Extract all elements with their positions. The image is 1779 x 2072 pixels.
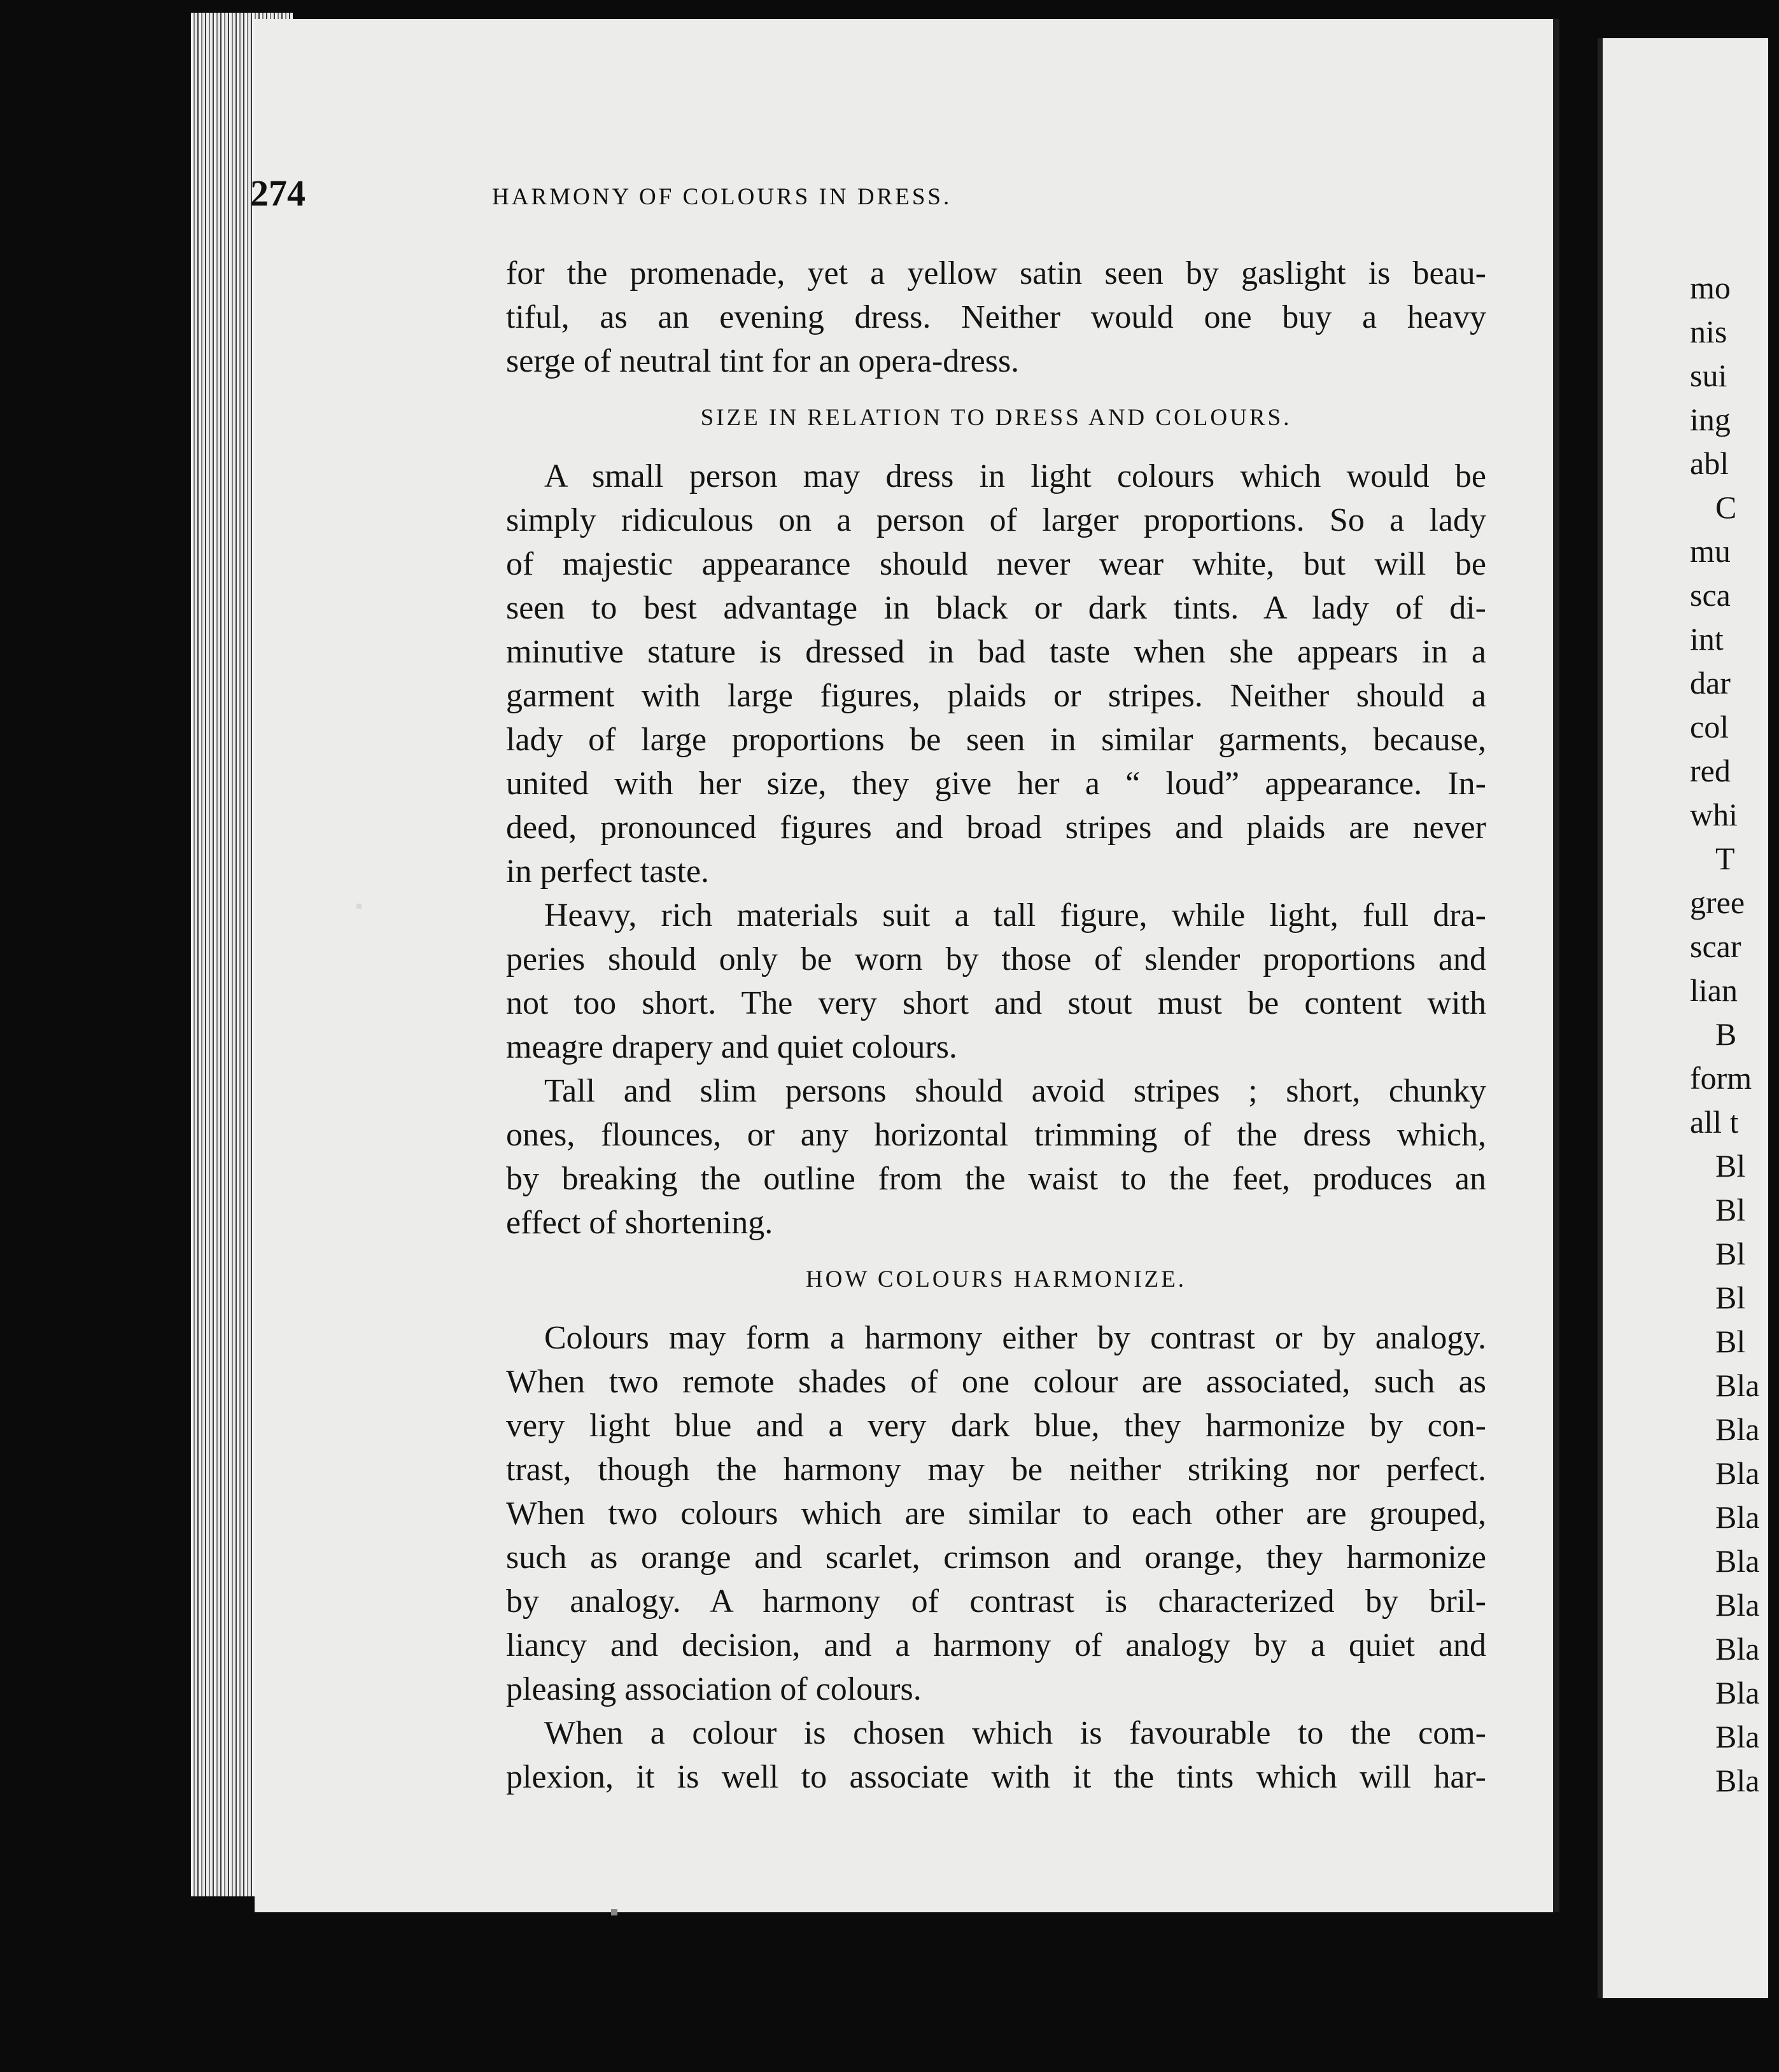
fragment-line: nis bbox=[1690, 314, 1727, 349]
fragment-line: Bl bbox=[1715, 1324, 1746, 1359]
text-line: trast, though the harmony may be neither striking nor perfect. bbox=[506, 1452, 1486, 1488]
paragraph bbox=[506, 893, 1486, 1069]
text-line: for the promenade, yet a yellow satin seen by gaslight is beau- bbox=[506, 255, 1486, 291]
paragraph bbox=[506, 1711, 1486, 1799]
fragment-line: ing bbox=[1690, 402, 1731, 437]
text-line: When two colours which are similar to each other are grouped, bbox=[506, 1495, 1486, 1532]
text-line: liancy and decision, and a harmony of analogy by a quiet and bbox=[506, 1627, 1486, 1663]
fragment-line: Bla bbox=[1715, 1719, 1760, 1754]
fragment-line: mo bbox=[1690, 270, 1731, 305]
fragment-line: sui bbox=[1690, 358, 1727, 393]
paragraph bbox=[506, 1069, 1486, 1245]
text-line: tiful, as an evening dress. Neither would one buy a heavy bbox=[506, 299, 1486, 335]
text-line: effect of shortening. bbox=[506, 1205, 773, 1241]
fragment-line: int bbox=[1690, 621, 1724, 657]
text-line: united with her size, they give her a “ loud” appearance. In- bbox=[506, 766, 1486, 802]
text-line: lady of large proportions be seen in similar garments, because, bbox=[506, 722, 1486, 758]
text-line: serge of neutral tint for an opera-dress. bbox=[506, 343, 1020, 379]
text-line: When two remote shades of one colour are associated, such as bbox=[506, 1364, 1486, 1400]
fragment-line: Bl bbox=[1715, 1236, 1746, 1271]
text-line: plexion, it is well to associate with it the tints which will har- bbox=[506, 1759, 1486, 1795]
fragment-line: Bla bbox=[1715, 1455, 1760, 1491]
paragraph bbox=[506, 454, 1486, 893]
text-line: When a colour is chosen which is favourable to the com- bbox=[544, 1715, 1486, 1751]
text-line: such as orange and scarlet, crimson and orange, they harmonize bbox=[506, 1539, 1486, 1576]
fragment-line: T bbox=[1715, 841, 1735, 876]
fragment-line: Bl bbox=[1715, 1280, 1746, 1315]
fragment-line: mu bbox=[1690, 533, 1731, 569]
right-page-fragments bbox=[1690, 266, 1779, 1803]
fragment-line: Bla bbox=[1715, 1675, 1760, 1711]
text-line: Heavy, rich materials suit a tall figure, while light, full dra- bbox=[544, 897, 1486, 934]
fragment-line: Bla bbox=[1715, 1587, 1760, 1623]
fragment-line: form bbox=[1690, 1060, 1752, 1096]
fragment-line: Bla bbox=[1715, 1499, 1760, 1535]
paper-speck bbox=[611, 1909, 617, 1915]
text-line: seen to best advantage in black or dark tints. A lady of di- bbox=[506, 590, 1486, 626]
fragment-line: all t bbox=[1690, 1104, 1739, 1140]
fragment-line: col bbox=[1690, 709, 1729, 745]
paragraph bbox=[506, 1316, 1486, 1711]
text-line: deed, pronounced figures and broad stripes and plaids are never bbox=[506, 809, 1486, 846]
fragment-line: B bbox=[1715, 1016, 1737, 1052]
text-line: peries should only be worn by those of slender proportions and bbox=[506, 941, 1486, 977]
fragment-line: dar bbox=[1690, 665, 1731, 701]
fragment-line: Bla bbox=[1715, 1631, 1760, 1667]
page-number: 274 bbox=[250, 172, 306, 214]
text-line: by breaking the outline from the waist to the feet, produces an bbox=[506, 1161, 1486, 1197]
paper-speck bbox=[356, 904, 362, 909]
fragment-line: lian bbox=[1690, 972, 1738, 1008]
section-heading: SIZE IN RELATION TO DRESS AND COLOURS. bbox=[700, 405, 1292, 431]
fragment-line: whi bbox=[1690, 797, 1738, 832]
text-line: Colours may form a harmony either by contrast or by analogy. bbox=[544, 1320, 1486, 1356]
fragment-line: red bbox=[1690, 753, 1731, 788]
text-line: A small person may dress in light colours which would be bbox=[544, 458, 1486, 494]
left-page-text bbox=[506, 251, 1486, 1799]
text-line: Tall and slim persons should avoid stripes ; short, chunky bbox=[544, 1073, 1486, 1109]
text-line: not too short. The very short and stout must be content with bbox=[506, 985, 1486, 1021]
text-line: ones, flounces, or any horizontal trimming of the dress which, bbox=[506, 1117, 1486, 1153]
section-heading: HOW COLOURS HARMONIZE. bbox=[805, 1266, 1187, 1292]
text-line: garment with large figures, plaids or stripes. Neither should a bbox=[506, 678, 1486, 714]
text-line: very light blue and a very dark blue, they harmonize by con- bbox=[506, 1408, 1486, 1444]
text-line: by analogy. A harmony of contrast is characterized by bril- bbox=[506, 1583, 1486, 1620]
text-line: minutive stature is dressed in bad taste when she appears in a bbox=[506, 634, 1486, 670]
running-head: HARMONY OF COLOURS IN DRESS. bbox=[492, 184, 952, 210]
text-line: of majestic appearance should never wear white, but will be bbox=[506, 546, 1486, 582]
fragment-line: C bbox=[1715, 489, 1737, 525]
intro-paragraph bbox=[506, 251, 1486, 383]
fragment-line: Bla bbox=[1715, 1411, 1760, 1447]
fragment-line: sca bbox=[1690, 577, 1731, 613]
fragment-line: gree bbox=[1690, 885, 1745, 920]
fragment-line: scar bbox=[1690, 928, 1741, 964]
fragment-line: abl bbox=[1690, 445, 1729, 481]
text-line: in perfect taste. bbox=[506, 853, 710, 890]
fragment-line: Bl bbox=[1715, 1192, 1746, 1228]
text-line: meagre drapery and quiet colours. bbox=[506, 1029, 957, 1065]
text-line: simply ridiculous on a person of larger proportions. So a lady bbox=[506, 502, 1486, 538]
text-line: pleasing association of colours. bbox=[506, 1671, 922, 1707]
fragment-line: Bla bbox=[1715, 1368, 1760, 1403]
fragment-line: Bl bbox=[1715, 1148, 1746, 1184]
fragment-line: Bla bbox=[1715, 1543, 1760, 1579]
fragment-line: Bla bbox=[1715, 1763, 1760, 1798]
